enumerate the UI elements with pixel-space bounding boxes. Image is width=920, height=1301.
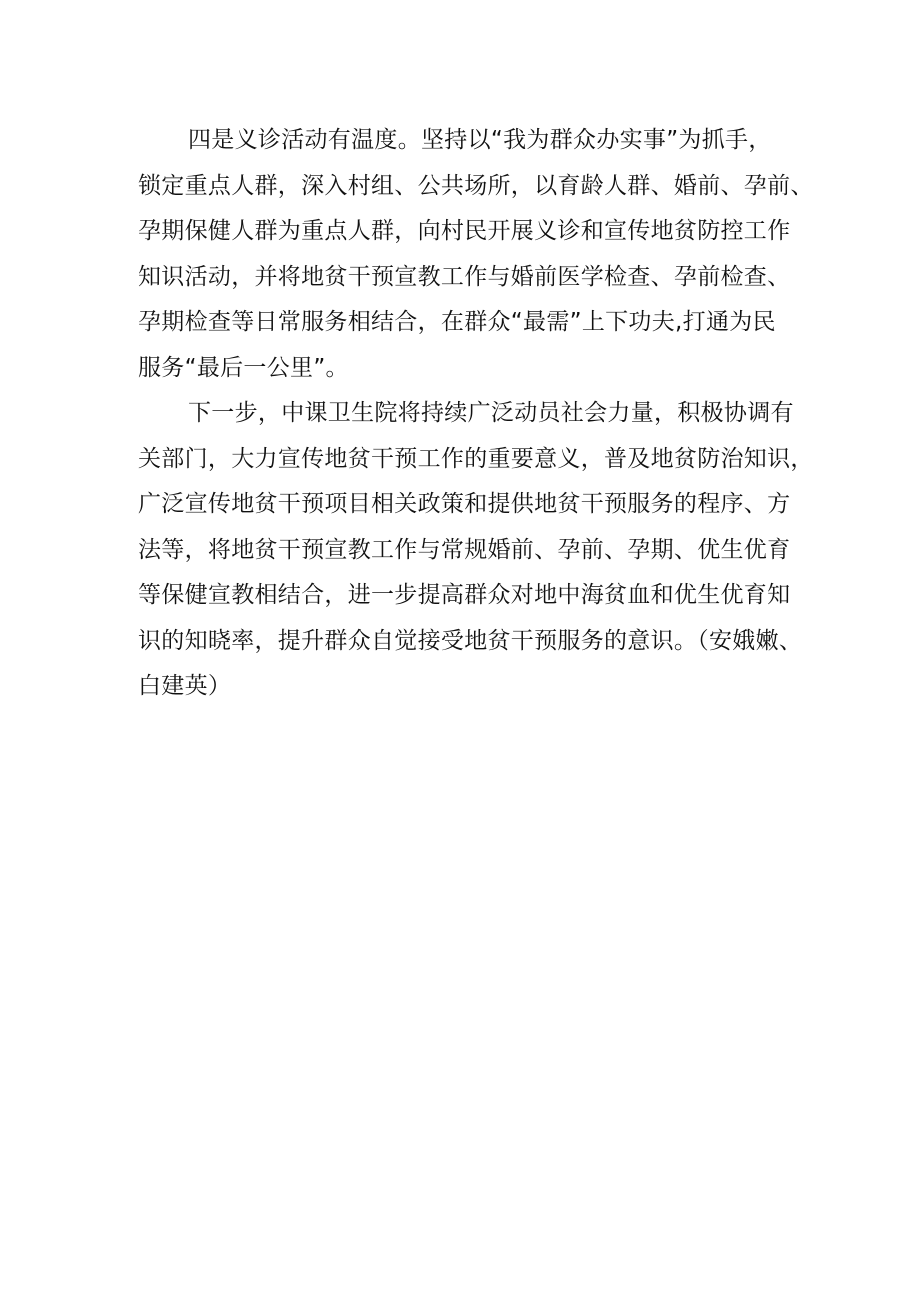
- text-line: 识的知晓率，提升群众自觉接受地贫干预服务的意识。（安娥嫩、: [138, 627, 803, 654]
- text-line: 四是义诊活动有温度。坚持以“我为群众办实事”为抓手，: [188, 127, 772, 153]
- text-line: 知识活动，并将地贫干预宣教工作与婚前医学检查、孕前检查、: [138, 263, 791, 290]
- paragraph-next-steps: [138, 391, 814, 710]
- text-line: 等保健宣教相结合，进一步提高群众对地中海贫血和优生优育知: [138, 582, 791, 608]
- text-line: 孕期检查等日常服务相结合，在群众“最需”上下功夫,打通为民: [138, 309, 776, 335]
- text-line: 关部门，大力宣传地贫干预工作的重要意义，普及地贫防治知识，: [138, 445, 814, 472]
- text-line: 孕期保健人群为重点人群，向村民开展义诊和宣传地贫防控工作: [138, 218, 791, 244]
- document-body: [138, 118, 814, 710]
- paragraph-free-clinic: [138, 118, 814, 391]
- text-line: 服务“最后一公里”。: [138, 354, 349, 381]
- author-credit: 白建英）: [138, 673, 232, 699]
- text-line: 下一步，中课卫生院将持续广泛动员社会力量，积极协调有: [188, 400, 794, 426]
- text-line: 广泛宣传地贫干预项目相关政策和提供地贫干预服务的程序、方: [138, 491, 791, 517]
- text-line: 法等，将地贫干预宣教工作与常规婚前、孕前、孕期、优生优育: [138, 536, 791, 563]
- text-line: 锁定重点人群，深入村组、公共场所，以育龄人群、婚前、孕前、: [138, 172, 814, 199]
